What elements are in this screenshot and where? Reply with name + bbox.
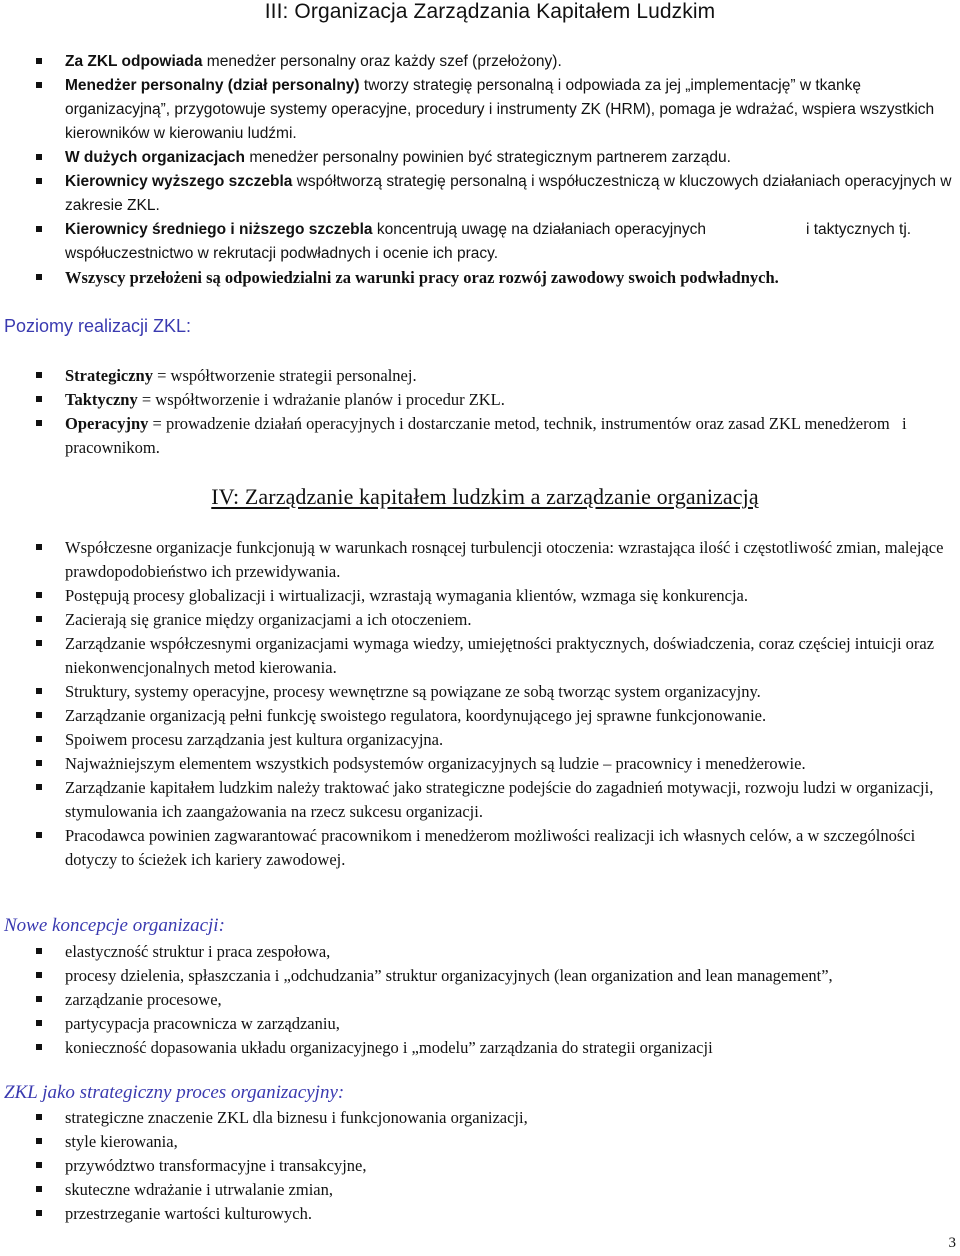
item-text: Struktury, systemy operacyjne, procesy wewnętrzne są powiązane ze sobą tworząc system organizacyjny.	[65, 682, 761, 701]
bullet-icon	[36, 1020, 42, 1026]
list-item	[36, 1154, 954, 1178]
bullet-icon	[36, 274, 42, 280]
bullet-icon	[36, 1186, 42, 1192]
item-text: Pracodawca powinien zagwarantować pracownikom i menedżerom możliwości realizacji ich własnych celów, a w szczególności dotyczy to ścieżek ich kariery zawodowej.	[65, 826, 916, 869]
section-4-title: IV: Zarządzanie kapitałem ludzkim a zarządzanie organizacją	[211, 484, 759, 509]
bullet-icon	[36, 154, 42, 160]
list-item	[36, 266, 954, 290]
nowe-koncepcje-list	[36, 940, 954, 1060]
poziomy-heading: Poziomy realizacji ZKL:	[4, 316, 192, 336]
list-item	[36, 988, 954, 1012]
item-bold: Menedżer personalny (dział personalny)	[65, 77, 360, 94]
bullet-icon	[36, 948, 42, 954]
bullet-icon	[36, 396, 42, 402]
item-text: przywództwo transformacyjne i transakcyjne,	[65, 1156, 367, 1175]
item-bold: Za ZKL odpowiada	[65, 53, 203, 70]
list-item	[36, 412, 954, 460]
item-text: = współtworzenie i wdrażanie planów i procedur ZKL.	[137, 390, 505, 409]
item-bold: W dużych organizacjach	[65, 149, 246, 166]
item-text: konieczność dopasowania układu organizacyjnego i „modelu” zarządzania do strategii organizacji	[65, 1038, 713, 1057]
item-tail: i	[805, 221, 810, 238]
bullet-icon	[36, 832, 42, 838]
item-text: Najważniejszym elementem wszystkich podsystemów organizacyjnych są ludzie – pracownicy i menedżerowie.	[65, 754, 806, 773]
bullet-icon	[36, 544, 42, 550]
bullet-icon	[36, 784, 42, 790]
list-item	[36, 704, 954, 728]
item-text: Zacierają się granice między organizacjami a ich otoczeniem.	[65, 610, 472, 629]
item-text: zarządzanie procesowe,	[65, 990, 222, 1009]
list-item	[36, 388, 954, 412]
item-text: współtworzą strategię personalną i współuczestniczą w kluczowych działaniach operacyjnych w zakresie ZKL.	[65, 173, 952, 214]
list-item	[36, 1036, 954, 1060]
item-text: Zarządzanie współczesnymi organizacjami wymaga wiedzy, umiejętności praktycznych, doświadczenia, coraz częściej intuicji oraz niekonwencjonalnych metod kierowania.	[65, 634, 935, 677]
item-bold: Kierownicy wyższego szczebla	[65, 173, 293, 190]
bullet-icon	[36, 58, 42, 64]
item-text: skuteczne wdrażanie i utrwalanie zmian,	[65, 1180, 333, 1199]
list-item	[36, 170, 954, 218]
bullet-icon	[36, 1114, 42, 1120]
list-item	[36, 74, 954, 146]
list-item	[36, 1106, 954, 1130]
item-text: menedżer personalny powinien być strategicznym partnerem zarządu.	[245, 149, 731, 166]
bullet-icon	[36, 712, 42, 718]
list-item	[36, 824, 954, 872]
item-text: Spoiwem procesu zarządzania jest kultura organizacyjna.	[65, 730, 444, 749]
nowe-koncepcje-heading: Nowe koncepcje organizacji:	[4, 915, 225, 936]
list-item	[36, 584, 954, 608]
bullet-icon	[36, 82, 42, 88]
list-item	[36, 608, 954, 632]
item-text: menedżer personalny oraz każdy szef (przełożony).	[202, 53, 562, 70]
list-item	[36, 940, 954, 964]
list-item	[36, 632, 954, 680]
list-item	[36, 50, 954, 74]
item-bold: Kierownicy średniego i niższego szczebla	[65, 221, 373, 238]
item-text: Współczesne organizacje funkcjonują w warunkach rosnącej turbulencji otoczenia: wzrastająca ilość i częstotliwość zmian, malejące prawdopodobieństwo ich przewidywania.	[65, 538, 944, 581]
bullet-icon	[36, 592, 42, 598]
zkl-proces-heading: ZKL jako strategiczny proces organizacyjny:	[4, 1082, 345, 1103]
item-text: partycypacja pracownicza w zarządzaniu,	[65, 1014, 340, 1033]
zkl-proces-list	[36, 1106, 954, 1226]
item-text: przestrzeganie wartości kulturowych.	[65, 1204, 312, 1223]
bullet-icon	[36, 1210, 42, 1216]
bullet-icon	[36, 760, 42, 766]
list-item	[36, 680, 954, 704]
list-item	[36, 776, 954, 824]
list-item	[36, 752, 954, 776]
item-bold: Taktyczny	[65, 390, 138, 409]
item-text: Zarządzanie kapitałem ludzkim należy traktować jako strategiczne podejście do zagadnień motywacji, rozwoju ludzi w organizacji, stymulowania ich zaangażowania na rzecz sukcesu organizacji.	[65, 778, 934, 821]
item-text: Zarządzanie organizacją pełni funkcję swoistego regulatora, koordynującego jej sprawne funkcjonowanie.	[65, 706, 767, 725]
item-bold: Operacyjny	[65, 414, 149, 433]
item-text: Postępują procesy globalizacji i wirtualizacji, wzrastają wymagania klientów, wzmaga się konkurencja.	[65, 586, 748, 605]
item-after: taktycznych tj. współuczestnictwo w rekrutacji podwładnych i ocenie ich pracy.	[65, 221, 912, 262]
section-3-title: III: Organizacja Zarządzania Kapitałem Ludzkim	[264, 0, 716, 23]
list-item	[36, 536, 954, 584]
bullet-icon	[36, 736, 42, 742]
list-item	[36, 1178, 954, 1202]
bullet-icon	[36, 226, 42, 232]
list-item	[36, 364, 954, 388]
bullet-icon	[36, 372, 42, 378]
item-text: procesy dzielenia, spłaszczania i „odchudzania” struktur organizacyjnych (lean organization and lean management”,	[65, 966, 833, 985]
list-item	[36, 146, 954, 170]
list-item	[36, 1202, 954, 1226]
bullet-icon	[36, 178, 42, 184]
bullet-icon	[36, 1162, 42, 1168]
item-text: koncentrują uwagę na działaniach operacyjnych	[372, 221, 706, 238]
section-4-list	[36, 536, 954, 872]
list-item	[36, 218, 954, 266]
section-3-list	[36, 50, 954, 290]
poziomy-list	[36, 364, 954, 460]
bullet-icon	[36, 420, 42, 426]
list-item	[36, 728, 954, 752]
item-text: tworzy strategię personalną i odpowiada za jej „implementację” w tkankę organizacyjną”, przygotowuje systemy operacyjne, procedury i instrumenty ZK (HRM), pomaga je wdrażać, wspiera wszystkich kierowników w kierowaniu ludźmi.	[65, 77, 935, 142]
bullet-icon	[36, 640, 42, 646]
item-text: strategiczne znaczenie ZKL dla biznesu i funkcjonowania organizacji,	[65, 1108, 528, 1127]
item-text: elastyczność struktur i praca zespołowa,	[65, 942, 331, 961]
item-text: = współtworzenie strategii personalnej.	[152, 366, 417, 385]
bullet-icon	[36, 972, 42, 978]
item-text: style kierowania,	[65, 1132, 178, 1151]
bullet-icon	[36, 996, 42, 1002]
bullet-icon	[36, 1044, 42, 1050]
list-item	[36, 964, 954, 988]
bullet-icon	[36, 616, 42, 622]
item-text: = prowadzenie działań operacyjnych i dostarczanie metod, technik, instrumentów oraz zasad ZKL menedżerom i pracownikom.	[65, 414, 911, 457]
bullet-icon	[36, 688, 42, 694]
item-bold: Strategiczny	[65, 366, 153, 385]
page-number: 3	[948, 1235, 956, 1251]
item-bold: Wszyscy przełożeni są odpowiedzialni za warunki pracy oraz rozwój zawodowy swoich podwładnych.	[65, 268, 779, 287]
list-item	[36, 1130, 954, 1154]
list-item	[36, 1012, 954, 1036]
bullet-icon	[36, 1138, 42, 1144]
